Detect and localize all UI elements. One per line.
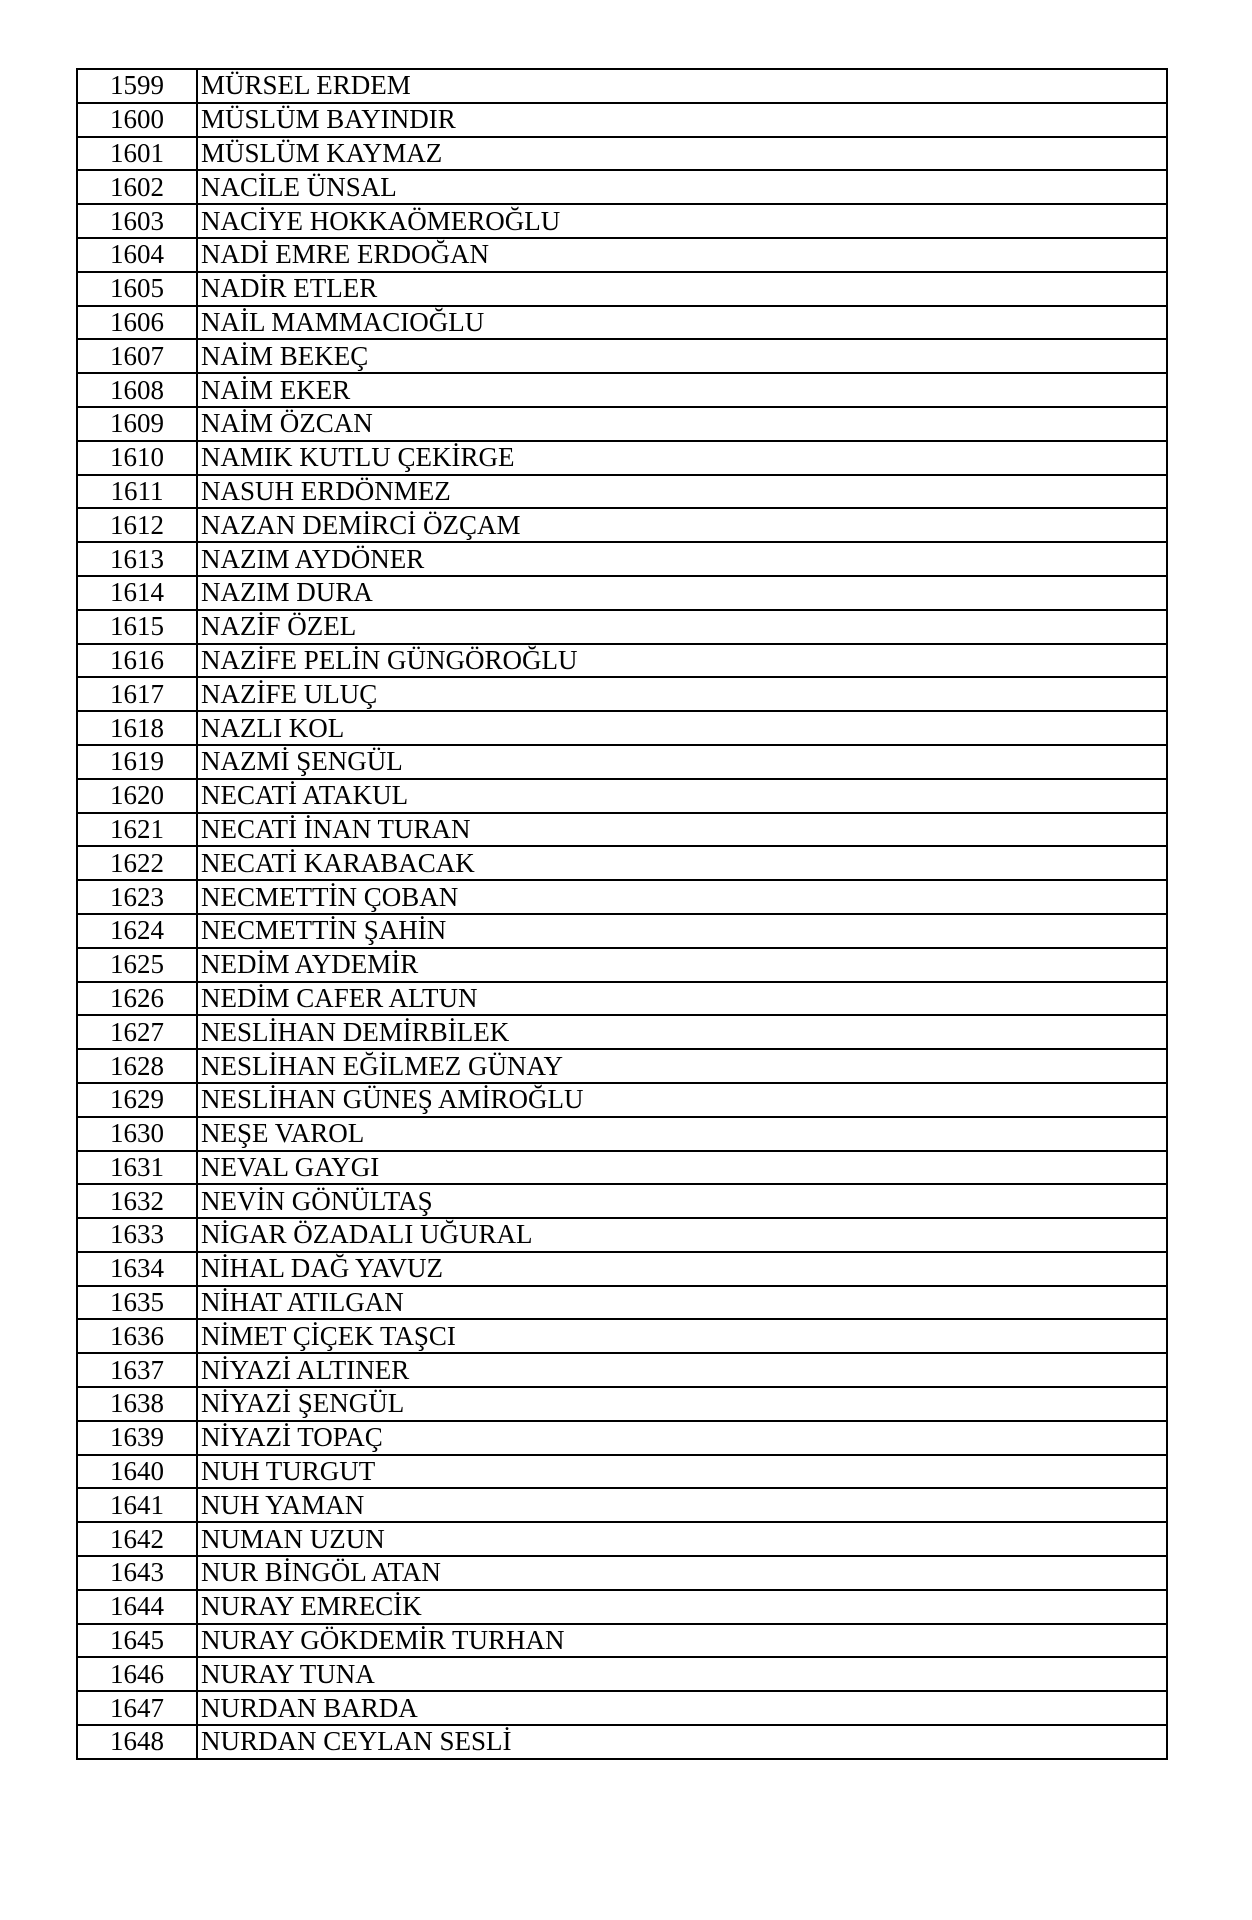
row-name: NURDAN CEYLAN SESLİ	[197, 1725, 1167, 1759]
row-number: 1641	[77, 1488, 197, 1522]
row-number: 1628	[77, 1049, 197, 1083]
row-number: 1645	[77, 1624, 197, 1658]
table-row	[77, 1218, 1167, 1252]
table-row	[77, 914, 1167, 948]
row-number: 1610	[77, 441, 197, 475]
row-number: 1606	[77, 306, 197, 340]
table-row	[77, 69, 1167, 103]
row-number: 1632	[77, 1184, 197, 1218]
table-row	[77, 306, 1167, 340]
row-name: NURAY GÖKDEMİR TURHAN	[197, 1624, 1167, 1658]
table-row	[77, 1387, 1167, 1421]
table-row	[77, 204, 1167, 238]
table-row	[77, 880, 1167, 914]
row-number: 1633	[77, 1218, 197, 1252]
table-row	[77, 779, 1167, 813]
row-number: 1639	[77, 1421, 197, 1455]
row-number: 1626	[77, 982, 197, 1016]
table-row	[77, 576, 1167, 610]
table-row	[77, 103, 1167, 137]
row-name: NACİYE HOKKAÖMEROĞLU	[197, 204, 1167, 238]
row-number: 1635	[77, 1286, 197, 1320]
row-name: NURAY TUNA	[197, 1657, 1167, 1691]
row-number: 1647	[77, 1691, 197, 1725]
row-number: 1629	[77, 1083, 197, 1117]
table-row	[77, 745, 1167, 779]
table-row	[77, 610, 1167, 644]
table-row	[77, 1015, 1167, 1049]
table-row	[77, 407, 1167, 441]
table-row	[77, 1624, 1167, 1658]
row-number: 1625	[77, 948, 197, 982]
table-row	[77, 137, 1167, 171]
row-name: NAİM EKER	[197, 373, 1167, 407]
row-name: NAZİFE ULUÇ	[197, 677, 1167, 711]
row-number: 1648	[77, 1725, 197, 1759]
row-number: 1631	[77, 1151, 197, 1185]
row-name: MÜSLÜM BAYINDIR	[197, 103, 1167, 137]
row-name: NİYAZİ ALTINER	[197, 1353, 1167, 1387]
table-row	[77, 373, 1167, 407]
table-row	[77, 982, 1167, 1016]
row-number: 1618	[77, 711, 197, 745]
table-row	[77, 1353, 1167, 1387]
table-row	[77, 1725, 1167, 1759]
row-name: NİHAT ATILGAN	[197, 1286, 1167, 1320]
row-number: 1601	[77, 137, 197, 171]
table-row	[77, 1083, 1167, 1117]
row-name: NESLİHAN GÜNEŞ AMİROĞLU	[197, 1083, 1167, 1117]
row-number: 1607	[77, 339, 197, 373]
table-row	[77, 1488, 1167, 1522]
row-number: 1608	[77, 373, 197, 407]
row-name: MÜSLÜM KAYMAZ	[197, 137, 1167, 171]
row-number: 1612	[77, 508, 197, 542]
row-name: NECATİ İNAN TURAN	[197, 813, 1167, 847]
row-name: NURDAN BARDA	[197, 1691, 1167, 1725]
row-name: NAZİF ÖZEL	[197, 610, 1167, 644]
row-name: NAİL MAMMACIOĞLU	[197, 306, 1167, 340]
table-row	[77, 1117, 1167, 1151]
row-name: NAZIM AYDÖNER	[197, 542, 1167, 576]
row-name: NECMETTİN ŞAHİN	[197, 914, 1167, 948]
row-name: NAZMİ ŞENGÜL	[197, 745, 1167, 779]
table-row	[77, 813, 1167, 847]
table-row	[77, 1319, 1167, 1353]
row-name: NAZAN DEMİRCİ ÖZÇAM	[197, 508, 1167, 542]
row-name: NİMET ÇİÇEK TAŞCI	[197, 1319, 1167, 1353]
table-row	[77, 1252, 1167, 1286]
row-name: NECMETTİN ÇOBAN	[197, 880, 1167, 914]
table-row	[77, 475, 1167, 509]
row-number: 1620	[77, 779, 197, 813]
row-name: NUMAN UZUN	[197, 1522, 1167, 1556]
row-name: NADİ EMRE ERDOĞAN	[197, 238, 1167, 272]
row-number: 1619	[77, 745, 197, 779]
row-name: NAZIM DURA	[197, 576, 1167, 610]
row-number: 1646	[77, 1657, 197, 1691]
table-row	[77, 170, 1167, 204]
row-number: 1609	[77, 407, 197, 441]
name-list-table	[76, 68, 1168, 1760]
table-row	[77, 711, 1167, 745]
table-row	[77, 1556, 1167, 1590]
row-name: NAİM ÖZCAN	[197, 407, 1167, 441]
row-name: MÜRSEL ERDEM	[197, 69, 1167, 103]
row-name: NUH TURGUT	[197, 1455, 1167, 1489]
table-row	[77, 339, 1167, 373]
table-row	[77, 1151, 1167, 1185]
row-name: NUH YAMAN	[197, 1488, 1167, 1522]
table-row	[77, 1657, 1167, 1691]
row-name: NAZİFE PELİN GÜNGÖROĞLU	[197, 644, 1167, 678]
row-number: 1623	[77, 880, 197, 914]
row-name: NAİM BEKEÇ	[197, 339, 1167, 373]
table-row	[77, 846, 1167, 880]
table-row	[77, 1049, 1167, 1083]
row-number: 1621	[77, 813, 197, 847]
row-number: 1622	[77, 846, 197, 880]
row-number: 1605	[77, 272, 197, 306]
row-number: 1642	[77, 1522, 197, 1556]
row-number: 1603	[77, 204, 197, 238]
row-number: 1615	[77, 610, 197, 644]
table-row	[77, 441, 1167, 475]
row-name: NEDİM CAFER ALTUN	[197, 982, 1167, 1016]
row-name: NEVAL GAYGI	[197, 1151, 1167, 1185]
row-number: 1614	[77, 576, 197, 610]
row-name: NACİLE ÜNSAL	[197, 170, 1167, 204]
row-number: 1604	[77, 238, 197, 272]
row-number: 1627	[77, 1015, 197, 1049]
row-name: NECATİ KARABACAK	[197, 846, 1167, 880]
table-row	[77, 238, 1167, 272]
row-number: 1644	[77, 1590, 197, 1624]
table-row	[77, 1522, 1167, 1556]
row-number: 1599	[77, 69, 197, 103]
row-name: NECATİ ATAKUL	[197, 779, 1167, 813]
table-row	[77, 1691, 1167, 1725]
row-name: NESLİHAN DEMİRBİLEK	[197, 1015, 1167, 1049]
row-name: NADİR ETLER	[197, 272, 1167, 306]
row-name: NİYAZİ TOPAÇ	[197, 1421, 1167, 1455]
table-row	[77, 272, 1167, 306]
row-number: 1640	[77, 1455, 197, 1489]
table-row	[77, 948, 1167, 982]
row-number: 1600	[77, 103, 197, 137]
table-row	[77, 542, 1167, 576]
row-number: 1624	[77, 914, 197, 948]
row-number: 1643	[77, 1556, 197, 1590]
row-name: NUR BİNGÖL ATAN	[197, 1556, 1167, 1590]
table-row	[77, 1421, 1167, 1455]
row-number: 1613	[77, 542, 197, 576]
row-number: 1636	[77, 1319, 197, 1353]
table-row	[77, 677, 1167, 711]
row-name: NURAY EMRECİK	[197, 1590, 1167, 1624]
row-name: NİHAL DAĞ YAVUZ	[197, 1252, 1167, 1286]
row-name: NAZLI KOL	[197, 711, 1167, 745]
name-list-body	[77, 69, 1167, 1759]
row-name: NASUH ERDÖNMEZ	[197, 475, 1167, 509]
row-number: 1630	[77, 1117, 197, 1151]
row-number: 1611	[77, 475, 197, 509]
row-number: 1637	[77, 1353, 197, 1387]
row-number: 1617	[77, 677, 197, 711]
table-row	[77, 1455, 1167, 1489]
row-number: 1634	[77, 1252, 197, 1286]
row-name: NEŞE VAROL	[197, 1117, 1167, 1151]
table-row	[77, 1590, 1167, 1624]
row-number: 1602	[77, 170, 197, 204]
row-name: NESLİHAN EĞİLMEZ GÜNAY	[197, 1049, 1167, 1083]
row-name: NEVİN GÖNÜLTAŞ	[197, 1184, 1167, 1218]
table-row	[77, 508, 1167, 542]
table-row	[77, 1286, 1167, 1320]
row-number: 1638	[77, 1387, 197, 1421]
row-number: 1616	[77, 644, 197, 678]
row-name: NEDİM AYDEMİR	[197, 948, 1167, 982]
row-name: NAMIK KUTLU ÇEKİRGE	[197, 441, 1167, 475]
row-name: NİYAZİ ŞENGÜL	[197, 1387, 1167, 1421]
table-row	[77, 1184, 1167, 1218]
row-name: NİGAR ÖZADALI UĞURAL	[197, 1218, 1167, 1252]
table-row	[77, 644, 1167, 678]
